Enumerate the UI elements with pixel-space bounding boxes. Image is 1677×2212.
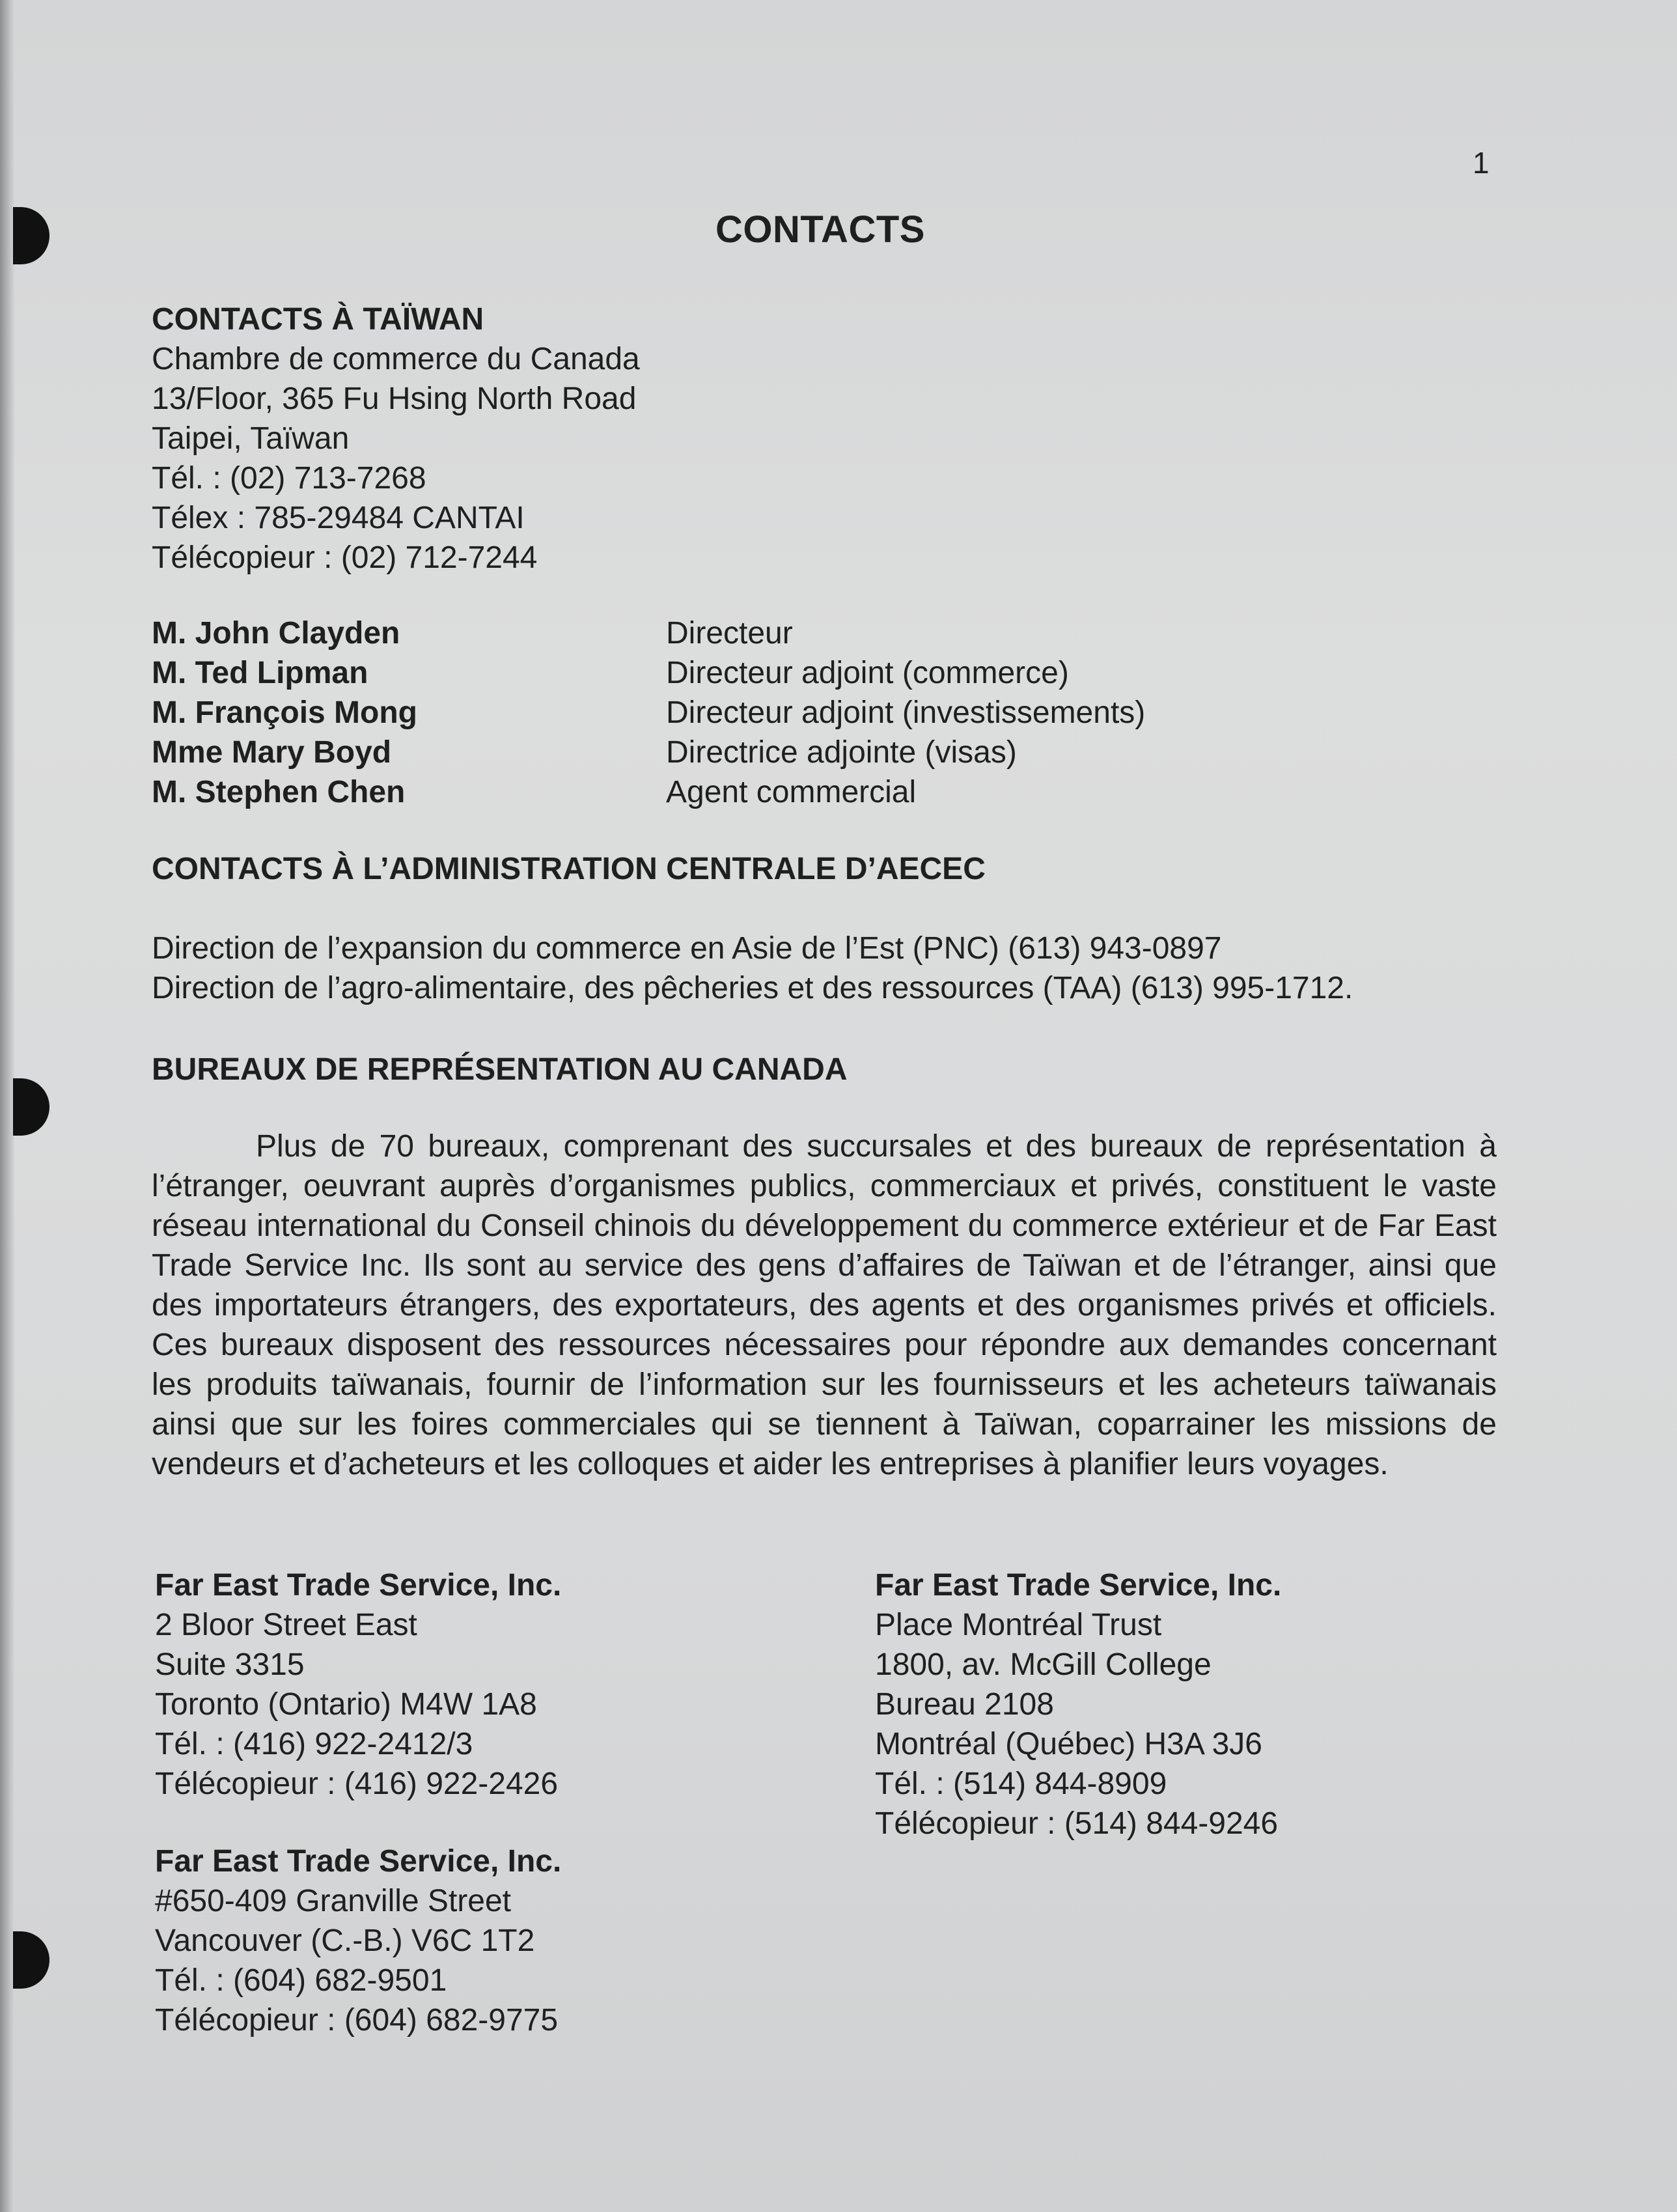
- office-name: Far East Trade Service, Inc.: [155, 1844, 562, 1879]
- address-line: Vancouver (C.-B.) V6C 1T2: [155, 1924, 535, 1958]
- hq-contact-line: Direction de l’agro-alimentaire, des pêcheries et des ressources (TAA) (613) 995-1712.: [152, 971, 1353, 1005]
- office-vancouver: [155, 1841, 561, 2040]
- taiwan-contact-block: [152, 300, 640, 578]
- staff-name: M. Stephen Chen: [152, 775, 406, 809]
- phone-line: Tél. : (416) 922-2412/3: [155, 1727, 473, 1761]
- staff-role: Agent commercial: [666, 775, 917, 809]
- phone-line: Tél. : (604) 682-9501: [155, 1963, 447, 1998]
- staff-row: [152, 653, 1145, 693]
- page-number: 1: [1473, 146, 1490, 180]
- staff-role: Directrice adjointe (visas): [666, 735, 1017, 770]
- phone-line: Tél. : (02) 713-7268: [152, 461, 426, 496]
- office-montreal: [875, 1565, 1281, 1843]
- bureaux-paragraph: Plus de 70 bureaux, comprenant des succursales et des bureaux de représentation à l’étranger, oeuvrant auprès d’organismes publics, commerciaux et privés, constituent le vaste réseau international du Conseil chinois du développement du commerce extérieur et de Far East Trade Service Inc. Ils sont au service des gens d’affaires de Taïwan et de l’étranger, ainsi que des importateurs étrangers, des exportateurs, des agents et des organismes privés et officiels. Ces bureaux disposent des ressources nécessaires pour répondre aux demandes concernant les produits taïwanais, fournir de l’information sur les fournisseurs et les acheteurs taïwanais ainsi que sur les foires commerciales qui se tiennent à Taïwan, coparrainer les missions de vendeurs et d’acheteurs et les colloques et aider les entreprises à planifier leurs voyages.: [152, 1129, 1497, 1481]
- phone-line: Tél. : (514) 844-8909: [875, 1767, 1167, 1801]
- address-line: Montréal (Québec) H3A 3J6: [875, 1727, 1262, 1761]
- fax-line: Télécopieur : (416) 922-2426: [155, 1767, 559, 1801]
- staff-name: M. John Clayden: [152, 616, 400, 651]
- staff-role: Directeur adjoint (investissements): [666, 695, 1146, 730]
- fax-line: Télécopieur : (604) 682-9775: [155, 2003, 559, 2037]
- staff-role: Directeur: [666, 616, 793, 651]
- binder-hole: [13, 1931, 49, 1989]
- fax-line: Télécopieur : (02) 712-7244: [152, 540, 538, 575]
- address-line: #650-409 Granville Street: [155, 1884, 511, 1918]
- address-line: 13/Floor, 365 Fu Hsing North Road: [152, 382, 637, 416]
- staff-name: Mme Mary Boyd: [152, 735, 392, 770]
- staff-role: Directeur adjoint (commerce): [666, 656, 1069, 690]
- office-name: Far East Trade Service, Inc.: [155, 1568, 562, 1603]
- address-line: 1800, av. McGill College: [875, 1647, 1212, 1682]
- address-line: Taipei, Taïwan: [152, 421, 350, 456]
- section-heading-bureaux: BUREAUX DE REPRÉSENTATION AU CANADA: [152, 1052, 848, 1087]
- address-line: Toronto (Ontario) M4W 1A8: [155, 1687, 537, 1722]
- hq-contact-line: Direction de l’expansion du commerce en Asie de l’Est (PNC) (613) 943-0897: [152, 931, 1222, 966]
- binder-edge: [0, 0, 14, 2212]
- address-line: Chambre de commerce du Canada: [152, 342, 640, 376]
- fax-line: Télécopieur : (514) 844-9246: [875, 1806, 1279, 1841]
- staff-row: [152, 613, 1145, 653]
- address-line: Suite 3315: [155, 1647, 305, 1682]
- staff-row: [152, 693, 1145, 733]
- hq-contact-lines: [152, 929, 1353, 1008]
- address-line: 2 Bloor Street East: [155, 1608, 417, 1642]
- address-line: Bureau 2108: [875, 1687, 1054, 1722]
- telex-line: Télex : 785-29484 CANTAI: [152, 501, 525, 535]
- office-name: Far East Trade Service, Inc.: [875, 1568, 1282, 1603]
- address-line: Place Montréal Trust: [875, 1608, 1162, 1642]
- staff-row: [152, 733, 1145, 772]
- binder-hole: [13, 1078, 49, 1136]
- section-heading-hq: CONTACTS À L’ADMINISTRATION CENTRALE D’AECEC: [152, 852, 986, 886]
- staff-row: [152, 772, 1145, 812]
- page-title: CONTACTS: [715, 208, 925, 251]
- office-toronto: [155, 1565, 561, 1804]
- staff-name: M. Ted Lipman: [152, 656, 368, 690]
- section-heading-taiwan: CONTACTS À TAÏWAN: [152, 302, 484, 337]
- staff-list: [152, 613, 1145, 812]
- staff-name: M. François Mong: [152, 695, 417, 730]
